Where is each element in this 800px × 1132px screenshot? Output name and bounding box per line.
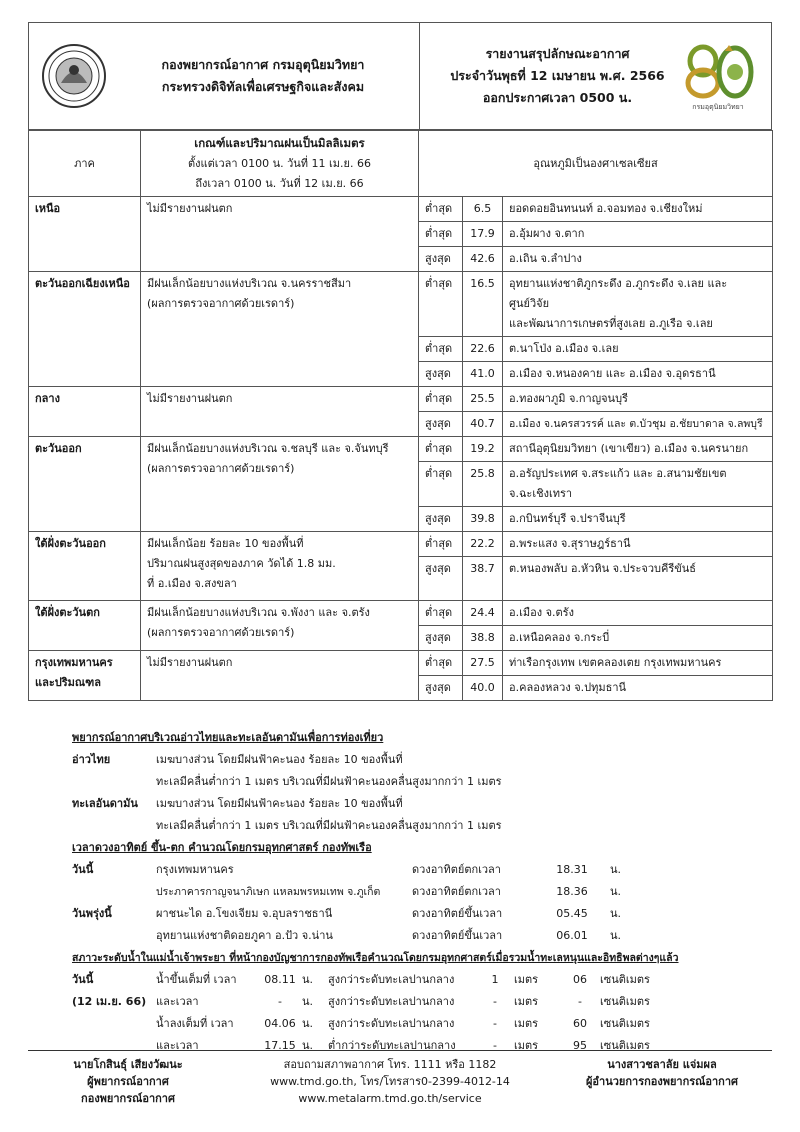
table-row [29,651,773,676]
director-role: ผู้อำนวยการกองพยากรณ์อากาศ [585,1075,738,1088]
temp-place: อ.เมือง จ.ตรัง [503,601,773,626]
tide-m: - [493,1017,497,1030]
temp-type: สูงสุด [419,247,463,272]
tide-desc: และเวลา [156,1039,199,1052]
tide-desc: และเวลา [156,995,199,1008]
sun-place: ประภาคารกาญจนาภิเษก แหลมพรหมเทพ จ.ภูเก็ต [156,886,381,898]
sun-time: 18.31 [556,863,588,876]
tide-label: (12 เม.ย. 66) [72,995,147,1008]
tmd-80-logo-icon [675,41,761,99]
sun-unit: น. [610,863,622,876]
temp-value: 38.7 [463,557,503,601]
forecast-section [28,727,772,1057]
list-item [72,771,772,793]
tide-title: สภาวะระดับน้ำในแม่น้ำเจ้าพระยา ที่หน้ากองบัญชาการกองทัพเรือคำนวณโดยกรมอุทกศาสตร์เมื่อรวมน้ำทะเลหนุนและอิทธิพลต่างๆแล้ว [72,952,679,964]
list-item [72,1035,772,1057]
tide-m-unit: เมตร [514,973,539,986]
temp-type: ต่ำสุด [419,387,463,412]
temp-place: อ.เมือง จ.นครสวรรค์ และ ต.บัวชุม อ.ชัยบาดาล จ.ลพบุรี [503,412,773,437]
report-page [28,22,772,1057]
tide-m: 1 [491,973,499,986]
region-name: ตะวันออกเฉียงเหนือ [29,272,141,387]
director-block [552,1056,772,1107]
list-item [72,991,772,1013]
region-name: กลาง [29,387,141,437]
temp-type: ต่ำสุด [419,197,463,222]
region-name: เหนือ [29,197,141,272]
region-name: กรุงเทพมหานคร และปริมณฑล [29,651,141,701]
temp-type: สูงสุด [419,676,463,701]
temp-place: สถานีอุตุนิยมวิทยา (เขาเขียว) อ.เมือง จ.นครนายก [503,437,773,462]
temp-place: อ.อรัญประเทศ จ.สระแก้ว และ อ.สนามชัยเขต จ.ฉะเชิงเทรา [503,462,773,507]
tide-time-unit: น. [302,1039,314,1052]
tide-cm: - [578,995,582,1008]
header-left [29,23,420,129]
tide-time: 17.15 [264,1039,296,1052]
report-header [28,22,772,130]
sun-place: ผาชนะได อ.โขงเจียม จ.อุบลราชธานี [156,907,333,920]
temp-place: อ.ทองผาภูมิ จ.กาญจนบุรี [503,387,773,412]
list-item [72,859,772,881]
tide-m-unit: เมตร [514,995,539,1008]
sun-day-label: วันพรุ่งนี้ [72,907,112,920]
temp-type: ต่ำสุด [419,222,463,247]
temp-value: 17.9 [463,222,503,247]
table-row [29,387,773,412]
header-right [420,23,771,129]
report-footer [28,1056,772,1107]
tide-desc: น้ำขึ้นเต็มที่ เวลา [156,973,237,986]
sun-time: 18.36 [556,885,588,898]
tide-time: - [278,995,282,1008]
temp-type: สูงสุด [419,626,463,651]
sun-event: ดวงอาทิตย์ตกเวลา [412,885,501,898]
tide-m: - [493,1039,497,1052]
forecaster-role: ผู้พยากรณ์อากาศ [87,1075,169,1088]
temp-value: 22.2 [463,532,503,557]
temp-type: สูงสุด [419,412,463,437]
sun-unit: น. [610,885,622,898]
rain-summary: มีฝนเล็กน้อยบางแห่งบริเวณ จ.ชลบุรี และ จ.จันทบุรี (ผลการตรวจอากาศด้วยเรดาร์) [141,437,419,532]
tide-cm-unit: เซนติเมตร [600,995,650,1008]
temp-value: 6.5 [463,197,503,222]
temp-place: อ.อุ้มผาง จ.ตาก [503,222,773,247]
table-row [29,532,773,557]
sun-place: อุทยานแห่งชาติดอยภูคา อ.ปัว จ.น่าน [156,929,333,942]
temp-value: 42.6 [463,247,503,272]
rain-summary: ไม่มีรายงานฝนตก [141,651,419,701]
temp-place: อ.เถิน จ.ลำปาง [503,247,773,272]
temp-place: ยอดดอยอินทนนท์ อ.จอมทอง จ.เชียงใหม่ [503,197,773,222]
tide-cm-unit: เซนติเมตร [600,973,650,986]
temp-type: สูงสุด [419,507,463,532]
list-item [72,969,772,991]
temp-type: ต่ำสุด [419,272,463,337]
temp-place: อ.เมือง จ.หนองคาย และ อ.เมือง จ.อุดรธานี [503,362,773,387]
sun-event: ดวงอาทิตย์ตกเวลา [412,863,501,876]
list-item [72,1013,772,1035]
tide-label: วันนี้ [72,973,94,986]
tide-label [72,1035,156,1057]
sun-place: กรุงเทพมหานคร [156,863,234,876]
marine-line: ทะเลมีคลื่นต่ำกว่า 1 เมตร บริเวณที่มีฝนฟ้าคะนองคลื่นสูงมากกว่า 1 เมตร [156,819,502,832]
rain-summary: มีฝนเล็กน้อยบางแห่งบริเวณ จ.นครราชสีมา (ผลการตรวจอากาศด้วยเรดาร์) [141,272,419,387]
tmd-80-logo [675,41,761,111]
tide-label [72,1013,156,1035]
temp-type: ต่ำสุด [419,532,463,557]
forecaster-division: กองพยากรณ์อากาศ [81,1092,175,1105]
logo-caption: กรมอุตุนิยมวิทยา [692,103,744,111]
temp-value: 40.0 [463,676,503,701]
tide-desc: น้ำลงเต็มที่ เวลา [156,1017,234,1030]
contact-block [228,1056,552,1107]
table-row [29,272,773,337]
tide-cm-unit: เซนติเมตร [600,1039,650,1052]
col-rain-header: เกณฑ์และปริมาณฝนเป็นมิลลิเมตร ตั้งแต่เวลา 0100 น. วันที่ 11 เม.ย. 66 ถึงเวลา 0100 น. วันที่ 12 เม.ย. 66 [141,131,419,197]
temp-place: ต.หนองพลับ อ.หัวหิน จ.ประจวบคีรีขันธ์ [503,557,773,601]
temp-value: 41.0 [463,362,503,387]
forecaster-block [28,1056,228,1107]
list-item [72,793,772,815]
col-temp-header: อุณหภูมิเป็นองศาเซลเซียส [419,131,773,197]
marine-line: ทะเลมีคลื่นต่ำกว่า 1 เมตร บริเวณที่มีฝนฟ้าคะนองคลื่นสูงมากกว่า 1 เมตร [156,775,502,788]
rain-summary: มีฝนเล็กน้อย ร้อยละ 10 ของพื้นที่ ปริมาณฝนสูงสุดของภาค วัดได้ 1.8 มม. ที่ อ.เมือง จ.สงขลา [141,532,419,601]
report-date: ประจำวันพุธที่ 12 เมษายน พ.ศ. 2566 [450,68,665,83]
temp-value: 39.8 [463,507,503,532]
sun-time: 06.01 [556,929,588,942]
tide-cm-unit: เซนติเมตร [600,1017,650,1030]
weather-table [28,130,773,701]
sun-title: เวลาดวงอาทิตย์ ขึ้น-ตก คำนวณโดยกรมอุทกศาสตร์ กองทัพเรือ [72,841,372,854]
tide-time-unit: น. [302,995,314,1008]
marine-title: พยากรณ์อากาศบริเวณอ่าวไทยและทะเลอันดามันเพื่อการท่องเที่ยว [72,731,384,744]
col-region-header: ภาค [29,131,141,197]
ministry-name: กระทรวงดิจิทัลเพื่อเศรษฐกิจและสังคม [161,79,365,94]
tide-cm: 06 [573,973,587,986]
region-name: ใต้ฝั่งตะวันออก [29,532,141,601]
sun-day-label: วันนี้ [72,863,94,876]
list-item [72,903,772,925]
sun-unit: น. [610,907,622,920]
temp-place: ท่าเรือกรุงเทพ เขตคลองเตย กรุงเทพมหานคร [503,651,773,676]
temp-value: 24.4 [463,601,503,626]
table-row [29,437,773,462]
tide-m-unit: เมตร [514,1039,539,1052]
tide-ref: ต่ำกว่าระดับทะเลปานกลาง [328,1039,456,1052]
footer-divider [28,1050,772,1051]
sun-day-label [72,925,156,947]
tide-time-unit: น. [302,1017,314,1030]
rain-summary: มีฝนเล็กน้อยบางแห่งบริเวณ จ.พังงา และ จ.ตรัง (ผลการตรวจอากาศด้วยเรดาร์) [141,601,419,651]
list-item [72,881,772,903]
marine-label: ทะเลอันดามัน [72,797,138,810]
sun-event: ดวงอาทิตย์ขึ้นเวลา [412,929,503,942]
contact-website[interactable]: www.tmd.go.th, โทร/โทรสาร0-2399-4012-14 [270,1075,510,1088]
temp-value: 19.2 [463,437,503,462]
temp-place: ต.นาโป่ง อ.เมือง จ.เลย [503,337,773,362]
list-item [72,749,772,771]
tide-time: 08.11 [264,973,296,986]
region-name: ใต้ฝั่งตะวันตก [29,601,141,651]
temp-type: ต่ำสุด [419,462,463,507]
temp-type: ต่ำสุด [419,651,463,676]
contact-phone: สอบถามสภาพอากาศ โทร. 1111 หรือ 1182 [283,1058,497,1071]
temp-type: สูงสุด [419,557,463,601]
marine-line: เมฆบางส่วน โดยมีฝนฟ้าคะนอง ร้อยละ 10 ของพื้นที่ [156,797,403,810]
marine-line: เมฆบางส่วน โดยมีฝนฟ้าคะนอง ร้อยละ 10 ของพื้นที่ [156,753,403,766]
temp-type: ต่ำสุด [419,437,463,462]
tide-m-unit: เมตร [514,1017,539,1030]
sun-day-label [72,881,156,903]
tide-ref: สูงกว่าระดับทะเลปานกลาง [328,995,455,1008]
table-row [29,197,773,222]
table-header-row [29,131,773,197]
issue-time: ออกประกาศเวลา 0500 น. [482,90,633,105]
marine-label: อ่าวไทย [72,753,111,766]
director-name: นางสาวชลาลัย แจ่มผล [607,1058,717,1071]
ministry-seal-icon [41,43,107,109]
temp-value: 27.5 [463,651,503,676]
sun-event: ดวงอาทิตย์ขึ้นเวลา [412,907,503,920]
agency-name: กองพยากรณ์อากาศ กรมอุตุนิยมวิทยา [161,57,365,72]
sun-unit: น. [610,929,622,942]
list-item [72,815,772,837]
temp-type: สูงสุด [419,362,463,387]
temp-place: อ.คลองหลวง จ.ปทุมธานี [503,676,773,701]
tide-m: - [493,995,497,1008]
report-title: รายงานสรุปลักษณะอากาศ [485,46,630,61]
temp-value: 40.7 [463,412,503,437]
tide-time: 04.06 [264,1017,296,1030]
temp-value: 25.5 [463,387,503,412]
tide-time-unit: น. [302,973,314,986]
temp-value: 22.6 [463,337,503,362]
temp-value: 38.8 [463,626,503,651]
tide-ref: สูงกว่าระดับทะเลปานกลาง [328,1017,455,1030]
temp-value: 16.5 [463,272,503,337]
list-item [72,925,772,947]
tide-cm: 95 [573,1039,587,1052]
temp-place: อ.กบินทร์บุรี จ.ปราจีนบุรี [503,507,773,532]
temp-type: ต่ำสุด [419,337,463,362]
rain-summary: ไม่มีรายงานฝนตก [141,197,419,272]
forecaster-name: นายโกสินธุ์ เสียงวัฒนะ [73,1058,183,1071]
temp-place: อ.พระแสง จ.สุราษฎร์ธานี [503,532,773,557]
temp-place: อ.เหนือคลอง จ.กระบี่ [503,626,773,651]
region-name: ตะวันออก [29,437,141,532]
contact-service-link[interactable]: www.metalarm.tmd.go.th/service [298,1092,482,1105]
table-row [29,601,773,626]
rain-summary: ไม่มีรายงานฝนตก [141,387,419,437]
tide-cm: 60 [573,1017,587,1030]
sun-time: 05.45 [556,907,588,920]
temp-type: ต่ำสุด [419,601,463,626]
temp-value: 25.8 [463,462,503,507]
temp-place: อุทยานแห่งชาติภูกระดึง อ.ภูกระดึง จ.เลย และ ศูนย์วิจัย และพัฒนาการเกษตรที่สูงเลย อ.ภูเรือ จ.เลย [503,272,773,337]
tide-ref: สูงกว่าระดับทะเลปานกลาง [328,973,455,986]
